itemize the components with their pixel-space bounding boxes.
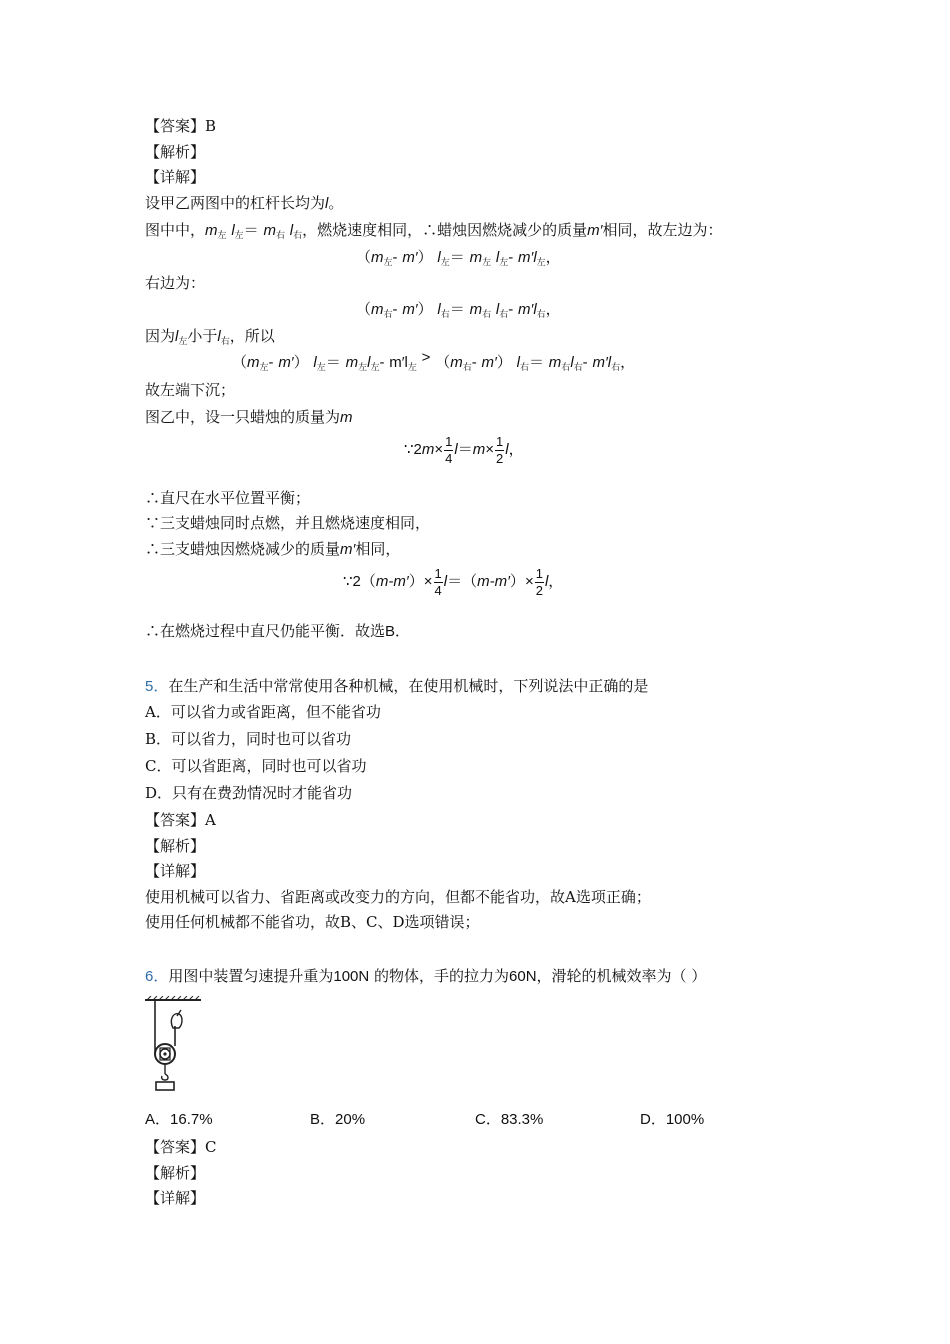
left-down-line: 故左端下沉； xyxy=(145,381,236,399)
q6-option-c: C．83.3% xyxy=(475,1111,544,1128)
detail-label: 【详解】 xyxy=(145,168,206,186)
q5-detail-label: 【详解】 xyxy=(145,862,206,880)
analysis-label: 【解析】 xyxy=(145,143,206,161)
q5-option-d: D．只有在费劲情况时才能省功 xyxy=(145,784,353,802)
q6-analysis-label: 【解析】 xyxy=(145,1164,206,1182)
setup-line: 设甲乙两图中的杠杆长均为l。 xyxy=(145,194,344,212)
q5-detail-line-2: 使用任何机械都不能省功，故B、C、D选项错误； xyxy=(145,913,480,931)
right-side-label: 右边为： xyxy=(145,274,206,292)
q6-option-d: D．100% xyxy=(640,1111,705,1128)
conclusion-line: ∴在燃烧过程中直尺仍能平衡．故选B． xyxy=(145,622,411,640)
fig-a-line: 图中中，$m_左$ $l_左= m_右$ $l_右$，燃烧速度相同，∴蜡烛因燃烧减少的质量m′相同，故左边为： xyxy=(145,221,723,241)
question-6-stem: 6．用图中装置匀速提升重为100N 的物体，手的拉力为60N，滑轮的机械效率为（ ） xyxy=(145,967,707,985)
because-line: 因为$l_左$小于$l_右$，所以 xyxy=(145,327,275,347)
comparison-equation: （$m_左-$ m′） $l_左= m_左l_左-$ $m'l_左 > (m_右-$ m′） $l_右= m_右l_右-$ $m'l_右$， xyxy=(232,349,636,373)
balance-equation-1: ∵2m× $\frac{1}{4}$ l＝m× $\frac{1}{2}$ l， xyxy=(404,433,524,466)
q5-detail-line-1: 使用机械可以省力、省距离或改变力的方向，但都不能省功，故A选项正确； xyxy=(145,888,651,906)
q5-option-a: A．可以省力或省距离，但不能省功 xyxy=(145,703,381,721)
because-line-2: ∵三支蜡烛同时点燃，并且燃烧速度相同， xyxy=(145,514,431,532)
question-5-stem: 5．在生产和生活中常常使用各种机械，在使用机械时，下列说法中正确的是 xyxy=(145,677,649,695)
q5-answer-label: 【答案】A xyxy=(145,811,216,829)
q5-analysis-label: 【解析】 xyxy=(145,837,206,855)
q6-answer-label: 【答案】C xyxy=(145,1138,217,1156)
therefore-line-2: ∴三支蜡烛因燃烧减少的质量m′相同， xyxy=(145,540,401,558)
q6-detail-label: 【详解】 xyxy=(145,1189,206,1207)
q6-option-b: B．20% xyxy=(310,1111,366,1128)
q5-option-b: B．可以省力，同时也可以省功 xyxy=(145,730,352,748)
q5-option-c: C．可以省距离，同时也可以省功 xyxy=(145,757,367,775)
equation-left: （$m_左-$ m′） $l_左= m_左$ $l_左-$ $m'l_左$， xyxy=(356,248,561,268)
q6-option-a: A．16.7% xyxy=(145,1111,213,1128)
equation-right: （$m_右-$ m′） $l_右= m_右$ $l_右-$ $m'l_右$， xyxy=(356,300,561,320)
pulley-diagram-icon xyxy=(143,996,205,1100)
fig-b-line: 图乙中，设一只蜡烛的质量为m xyxy=(145,408,353,426)
answer-label: 【答案】B xyxy=(145,117,217,135)
therefore-line-1: ∴直尺在水平位置平衡； xyxy=(145,489,311,507)
balance-equation-2: ∵2（m-m′）× $\frac{1}{4}$ l＝（m-m′）× $\frac{1}{2}$ l， xyxy=(343,565,564,598)
